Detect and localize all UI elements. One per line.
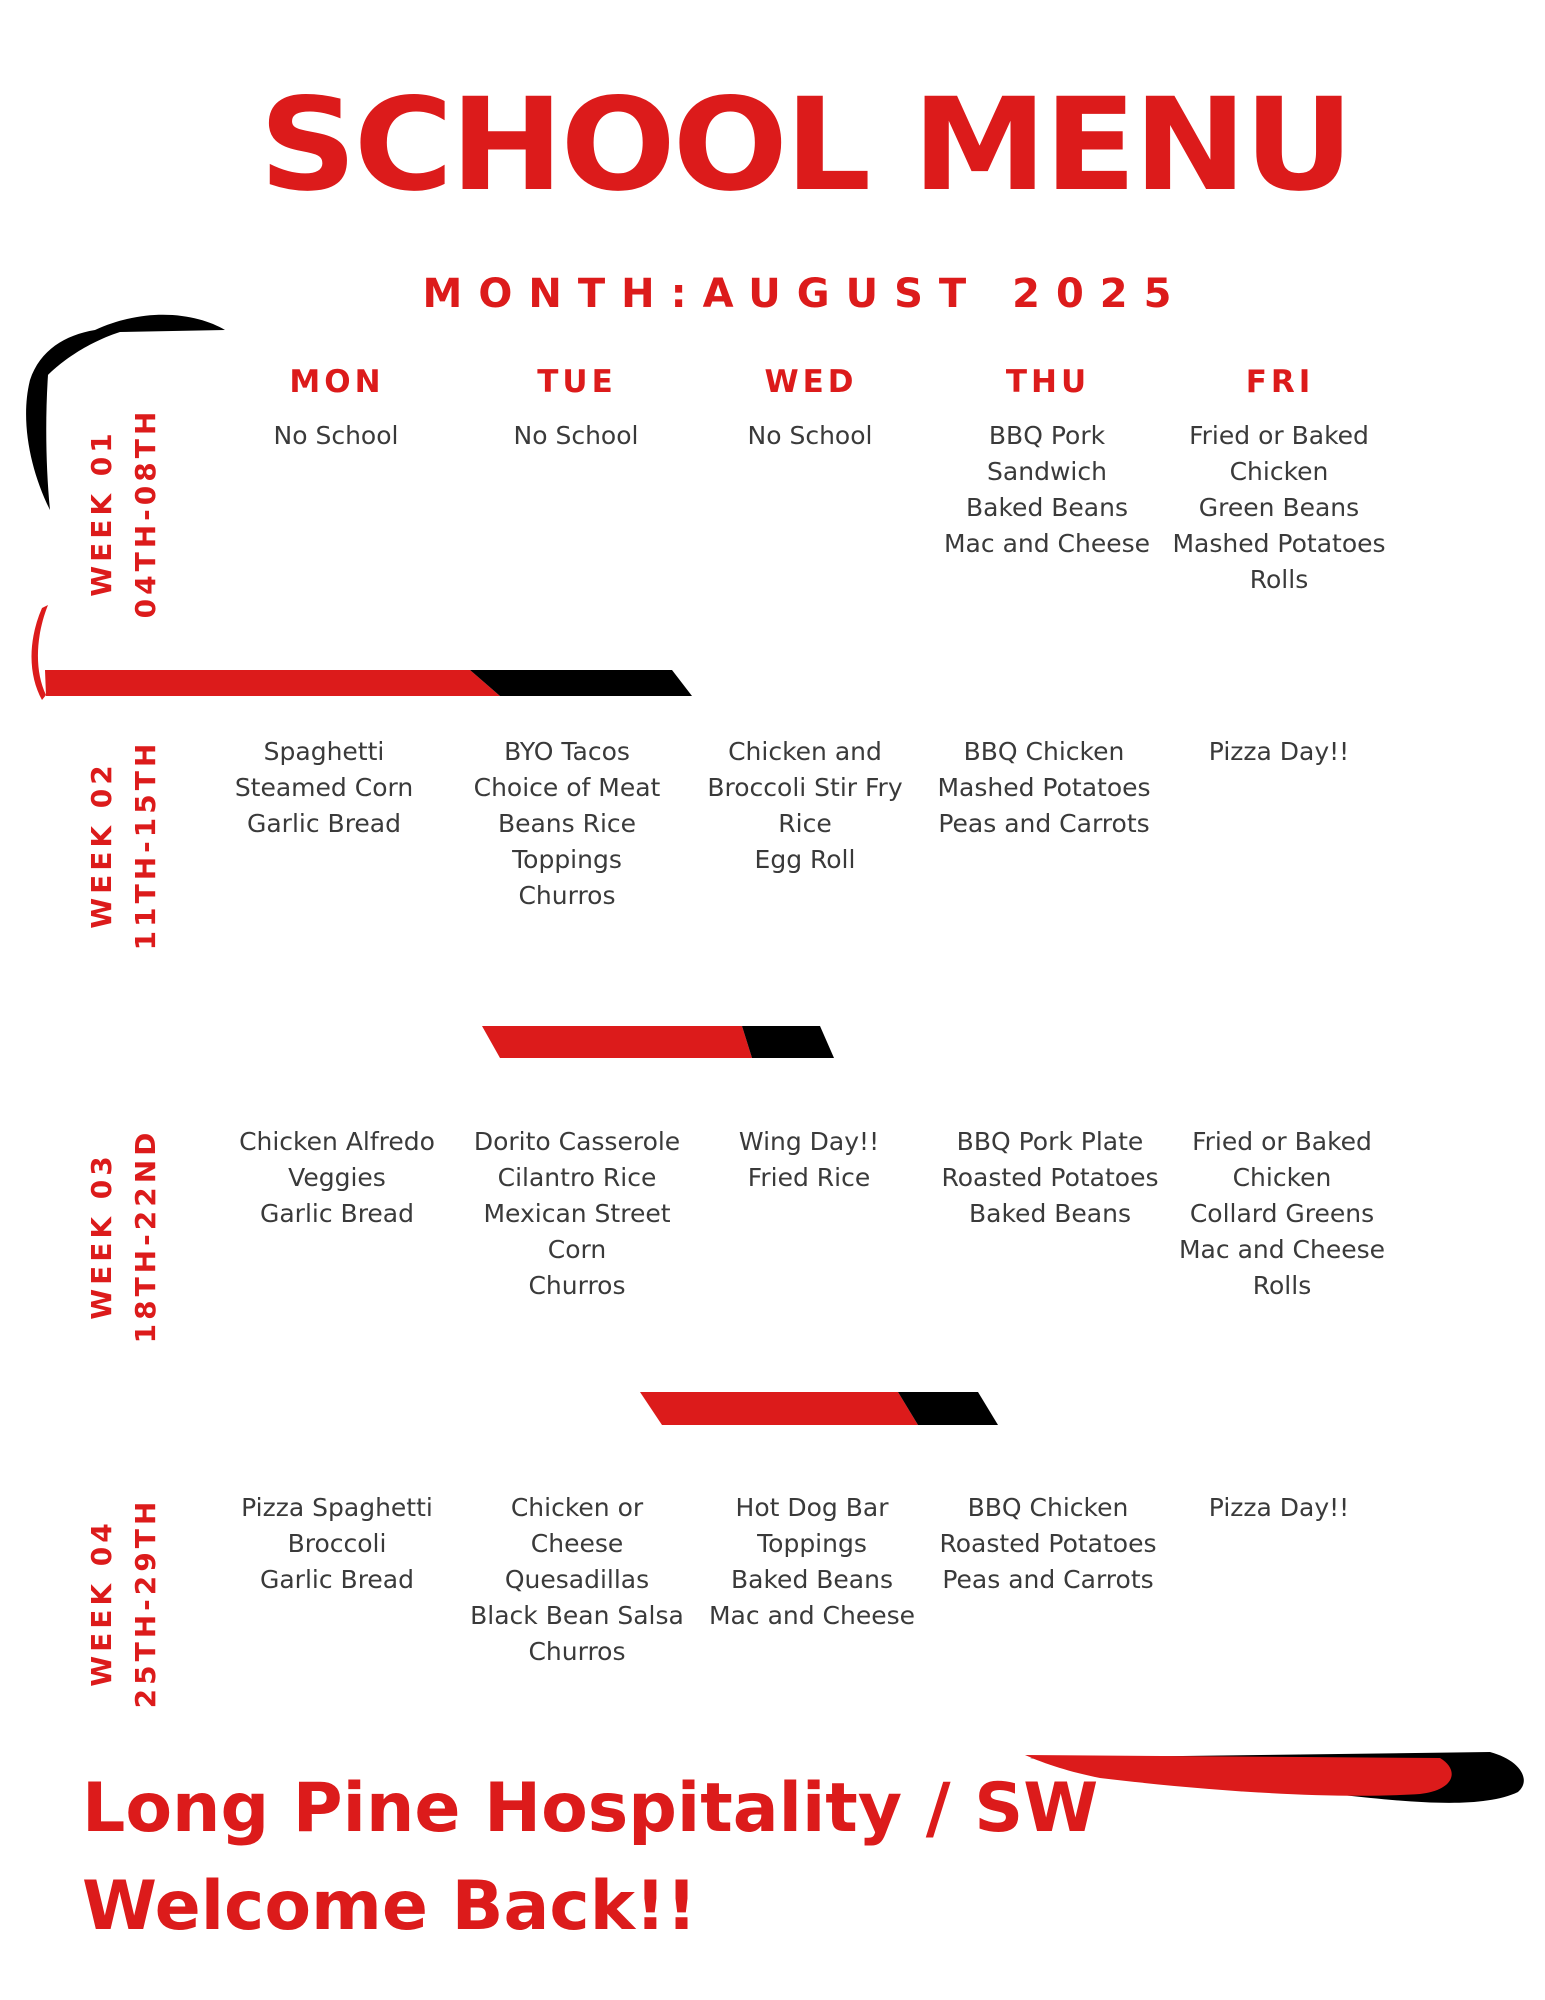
menu-cell-w2-wed: Chicken and Broccoli Stir Fry Rice Egg Roll: [707, 737, 903, 874]
menu-cell-w3-tue: Dorito Casserole Cilantro Rice Mexican Street Corn Churros: [473, 1127, 681, 1300]
menu-cell-w1-fri: Fried or Baked Chicken Green Beans Mashed Potatoes Rolls: [1172, 421, 1386, 594]
week-dates: 11TH-15TH: [129, 739, 162, 951]
week-label-1: [80, 383, 176, 643]
day-header-wed: WED: [764, 364, 858, 400]
page-title: SCHOOL MENU: [259, 71, 1351, 220]
menu-cell-w1-tue: No School: [513, 421, 639, 450]
footer: [82, 1760, 1098, 1956]
week-dates: 18TH-22ND: [129, 1128, 162, 1344]
menu-cell-w4-tue: Chicken or Cheese Quesadillas Black Bean Salsa Churros: [470, 1493, 684, 1666]
day-header-tue: TUE: [537, 364, 617, 400]
red-arc-shape: [32, 605, 49, 700]
week-dates: 25TH-29TH: [129, 1497, 162, 1709]
divider-week1-black: [470, 670, 692, 696]
week-dates: 04TH-08TH: [129, 407, 162, 619]
week-label-4: [80, 1473, 176, 1733]
menu-cell-w4-mon: Pizza Spaghetti Broccoli Garlic Bread: [241, 1493, 433, 1594]
day-header-fri: FRI: [1245, 364, 1315, 400]
menu-cell-w3-mon: Chicken Alfredo Veggies Garlic Bread: [239, 1127, 435, 1228]
menu-cell-w4-thu: BBQ Chicken Roasted Potatoes Peas and Carrots: [939, 1493, 1157, 1594]
divider-week1: [45, 670, 500, 696]
menu-cell-w1-mon: No School: [273, 421, 399, 450]
menu-cell-w1-wed: No School: [747, 421, 873, 450]
footer-organization: Long Pine Hospitality / SW: [82, 1769, 1099, 1848]
week-number: WEEK 02: [85, 761, 118, 929]
week-number: WEEK 04: [85, 1519, 118, 1687]
week-label-2: [80, 715, 176, 975]
week-number: WEEK 01: [85, 429, 118, 597]
menu-cell-w4-wed: Hot Dog Bar Toppings Baked Beans Mac and Cheese: [708, 1493, 916, 1630]
menu-cell-w3-fri: Fried or Baked Chicken Collard Greens Mac and Cheese Rolls: [1178, 1127, 1386, 1300]
day-header-thu: THU: [1005, 364, 1091, 400]
menu-cell-w2-mon: Spaghetti Steamed Corn Garlic Bread: [234, 737, 414, 838]
menu-cell-w3-wed: Wing Day!! Fried Rice: [738, 1127, 880, 1192]
day-header-mon: MON: [289, 364, 385, 400]
footer-greeting: Welcome Back!!: [82, 1867, 697, 1946]
divider-week2-black: [742, 1026, 834, 1058]
menu-cell-w4-fri: Pizza Day!!: [1208, 1493, 1350, 1522]
menu-cell-w3-thu: BBQ Pork Plate Roasted Potatoes Baked Beans: [941, 1127, 1159, 1228]
menu-cell-w1-thu: BBQ Pork Sandwich Baked Beans Mac and Cheese: [943, 421, 1151, 558]
month-subtitle: MONTH:AUGUST 2025: [422, 271, 1188, 317]
divider-week2: [482, 1026, 752, 1058]
menu-cell-w2-tue: BYO Tacos Choice of Meat Beans Rice Toppings Churros: [473, 737, 661, 910]
week-label-3: [80, 1106, 176, 1366]
menu-cell-w2-fri: Pizza Day!!: [1208, 737, 1350, 766]
menu-cell-w2-thu: BBQ Chicken Mashed Potatoes Peas and Carrots: [937, 737, 1151, 838]
divider-week3: [640, 1392, 918, 1425]
week-number: WEEK 03: [85, 1152, 118, 1320]
